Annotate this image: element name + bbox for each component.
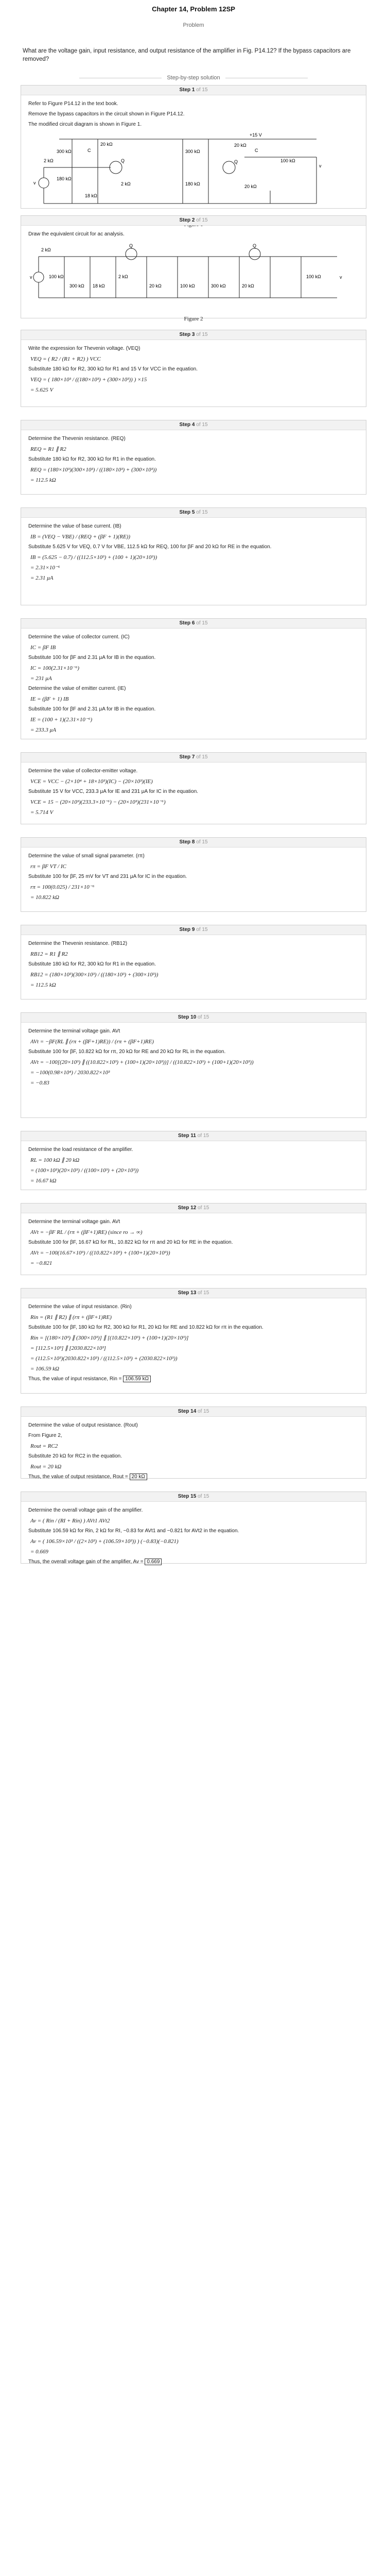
equation-result: = 112.5 kΩ [30, 477, 56, 483]
label-r2k: 2 kΩ [44, 158, 54, 163]
equation: AVt = −βF(RL ∥ (rπ + (βF+1)RE)) / (rπ + (βF+1)RE) [30, 1039, 154, 1045]
figure-1-circuit [28, 131, 358, 216]
step-8-header [21, 838, 366, 848]
label-r20k-emit: 20 kΩ [244, 184, 257, 189]
equation-result: = 231 μA [30, 675, 52, 682]
equation: Rout = RC2 [30, 1443, 58, 1449]
step-text: Determine the Thevenin resistance. (REQ) [28, 436, 126, 442]
step-13-header [21, 1289, 366, 1298]
step-text: Write the expression for Thevenin voltage. (VEQ) [28, 346, 140, 351]
label-q2: Q [253, 243, 257, 248]
step-14-header [21, 1407, 366, 1417]
label-r18k: 18 kΩ [85, 193, 97, 198]
equation: IC = 100(2.31×10⁻⁶) [30, 665, 80, 671]
equation-result: = −0.821 [30, 1260, 52, 1266]
step-6-header [21, 619, 366, 629]
step-4 [21, 420, 366, 495]
step-number: Step 15 [178, 1494, 197, 1499]
equation-result: = 2.31×10⁻⁶ [30, 565, 60, 571]
label-r20k-right: 20 kΩ [234, 143, 247, 148]
step-text: Substitute 15 V for VCC, 233.3 μA for IE and 231 μA for IC in the equation. [28, 789, 199, 794]
equation: Av = ( Rin / (RI + Rin) ) AVt1 AVt2 [30, 1518, 110, 1524]
equation: = [112.5×10³] ∥ [2030.822×10³] [30, 1345, 106, 1351]
step-text: Substitute 20 kΩ for RC2 in the equation. [28, 1453, 122, 1459]
step-text: Substitute 180 kΩ for R2, 300 kΩ for R1 and 15 V for VCC in the equation. [28, 366, 198, 372]
step-2 [21, 215, 366, 322]
step-text: Substitute 180 kΩ for R2, 300 kΩ for R1 in the equation. [28, 456, 156, 462]
step-conclusion [28, 1376, 359, 1383]
step-conclusion [28, 1558, 359, 1566]
step-3 [21, 330, 366, 407]
equation: IE = (100 + 1)(2.31×10⁻⁶) [30, 717, 93, 723]
step-text: Refer to Figure P14.12 in the text book. [28, 101, 118, 107]
step-number: Step 12 [178, 1205, 197, 1211]
step-text: Determine the value of emitter current. (IE) [28, 686, 126, 691]
step-number: Step 13 [178, 1290, 197, 1296]
label-r2k-emit: 2 kΩ [121, 181, 131, 187]
step-total: of 15 [198, 1409, 209, 1414]
step-number: Step 4 [179, 422, 195, 428]
equation: IB = (5.625 − 0.7) / ((112.5×10³) + (100 + 1)(20×10³)) [30, 554, 157, 561]
step-total: of 15 [196, 620, 208, 626]
label-r2k-b: 2 kΩ [118, 274, 128, 279]
equation: RB12 = (180×10³)(300×10³) / ((180×10³) + (300×10³)) [30, 972, 159, 978]
equation-result: = 0.669 [30, 1549, 48, 1555]
equation: Rin = (R1 ∥ R2) ∥ (rπ + (βF+1)RE) [30, 1314, 112, 1320]
equation: VEQ = ( 180×10³ / ((180×10³) + (300×10³)) ) ×15 [30, 377, 147, 383]
step-number: Step 2 [179, 217, 195, 223]
conclusion-text: Thus, the value of output resistance, [28, 1474, 112, 1480]
step-12 [21, 1203, 366, 1275]
step-text: Determine the value of collector-emitter voltage. [28, 768, 138, 774]
equation: VCE = 15 − (20×10³)(233.3×10⁻⁶) − (20×10³)(231×10⁻⁶) [30, 799, 166, 805]
step-11-header [21, 1131, 366, 1141]
step-7-header [21, 753, 366, 762]
step-9-header [21, 925, 366, 935]
page-title: Chapter 14, Problem 12SP [152, 5, 235, 13]
step-text: Substitute 100 for βF, 16.67 kΩ for RL, 10.822 kΩ for rπ and 20 kΩ for RE in the equation. [28, 1240, 233, 1245]
step-total: of 15 [196, 332, 208, 337]
step-text: Substitute 106.59 kΩ for Rin, 2 kΩ for RI, −0.83 for AVt1 and −0.821 for AVt2 in the equation. [28, 1528, 239, 1534]
step-10 [21, 1012, 366, 1118]
equation: RB12 = R1 ∥ R2 [30, 951, 68, 957]
step-number: Step 7 [179, 754, 195, 760]
label-r300k-right: 300 kΩ [185, 149, 200, 154]
equation-result: = 5.714 V [30, 809, 54, 816]
equation: rπ = 100(0.025) / 231×10⁻⁶ [30, 884, 95, 890]
equation: rπ = βF VT / IC [30, 863, 66, 870]
step-14 [21, 1406, 366, 1479]
step-text: Determine the value of output resistance. (Rout) [28, 1422, 138, 1428]
label-r300k-left: 300 kΩ [57, 149, 72, 154]
step-number: Step 1 [179, 87, 195, 93]
label-r20k-a: 20 kΩ [149, 283, 162, 289]
figure-2-circuit [28, 241, 358, 311]
final-answer: 106.59 kΩ [123, 1376, 151, 1382]
step-total: of 15 [198, 1014, 209, 1020]
label-r180k-left: 180 kΩ [57, 176, 72, 181]
step-9 [21, 925, 366, 999]
step-5 [21, 507, 366, 605]
step-text: Determine the overall voltage gain of the amplifier. [28, 1507, 143, 1513]
equation: VEQ = ( R2 / (R1 + R2) ) VCC [30, 356, 101, 362]
step-12-header [21, 1204, 366, 1213]
step-15-header [21, 1492, 366, 1502]
equation: IE = (βF + 1) IB [30, 696, 69, 702]
step-4-header [21, 420, 366, 430]
step-total: of 15 [196, 927, 208, 933]
step-text: From Figure 2, [28, 1433, 62, 1438]
final-label: Rout = [113, 1474, 128, 1480]
step-text: Determine the value of collector current. (IC) [28, 634, 130, 640]
equation: REQ = R1 ∥ R2 [30, 446, 66, 452]
step-text: Draw the equivalent circuit for ac analysis. [28, 231, 125, 237]
step-text: Substitute 5.625 V for VEQ, 0.7 V for VBE, 112.5 kΩ for REQ, 100 for βF and 20 kΩ for RE in the equation. [28, 544, 272, 550]
step-total: of 15 [197, 1133, 209, 1139]
problem-question: What are the voltage gain, input resistance, and output resistance of the amplifier in Fig. P14.12? If the bypass capacitors are removed? [23, 48, 351, 62]
step-6 [21, 618, 366, 739]
step-1 [21, 85, 366, 209]
label-q1: Q [121, 158, 125, 163]
step-text: Determine the value of small signal parameter. (rπ) [28, 853, 145, 859]
step-8 [21, 837, 366, 912]
step-15 [21, 1492, 366, 1564]
step-5-header [21, 508, 366, 518]
label-r180k-right: 180 kΩ [185, 181, 200, 187]
label-r20k-top: 20 kΩ [100, 142, 113, 147]
step-text: Substitute 180 kΩ for R2, 300 kΩ for R1 in the equation. [28, 961, 156, 967]
equation-result: = 2.31 μA [30, 575, 54, 581]
step-text: Substitute 100 for βF, 180 kΩ for R2, 300 kΩ for R1, 20 kΩ for RE and 10.822 kΩ for rπ in the equation. [28, 1325, 263, 1330]
step-number: Step 5 [179, 510, 195, 515]
step-total: of 15 [198, 1494, 209, 1499]
label-vo: v [340, 275, 342, 280]
equation-result: = 233.3 μA [30, 727, 56, 733]
label-vs: v [33, 180, 36, 185]
step-3-header [21, 330, 366, 340]
label-r2k: 2 kΩ [41, 247, 51, 252]
step-13 [21, 1288, 366, 1394]
step-text: Determine the load resistance of the amplifier. [28, 1147, 133, 1153]
final-label: Av = [133, 1559, 144, 1565]
step-text: Determine the terminal voltage gain. AVt [28, 1028, 120, 1034]
equation-result: = 5.625 V [30, 387, 54, 393]
step-text: Determine the value of base current. (IB) [28, 523, 121, 529]
step-text: Determine the Thevenin resistance. (RB12) [28, 941, 128, 946]
step-text: Remove the bypass capacitors in the circuit shown in Figure P14.12. [28, 111, 185, 117]
label-r18k: 18 kΩ [93, 283, 105, 289]
equation-result: = 112.5 kΩ [30, 982, 56, 988]
step-text: Substitute 100 for βF, 10.822 kΩ for rπ, 20 kΩ for RE and 20 kΩ for RL in the equation. [28, 1049, 226, 1055]
equation: AVt = −100(16.67×10³) / ((10.822×10³) + (100+1)(20×10³)) [30, 1250, 170, 1256]
step-7 [21, 752, 366, 824]
label-r100k-b: 100 kΩ [180, 283, 195, 289]
final-answer: 20 kΩ [130, 1473, 147, 1480]
step-10-header [21, 1013, 366, 1023]
step-text: Determine the value of input resistance. (Rin) [28, 1304, 132, 1310]
equation: Av = ( 106.59×10³ / ((2×10³) + (106.59×10³)) ) (−0.83)(−0.821) [30, 1538, 179, 1545]
step-11 [21, 1131, 366, 1190]
step-total: of 15 [198, 1205, 209, 1211]
label-r300k-b: 300 kΩ [211, 283, 226, 289]
step-number: Step 11 [178, 1133, 196, 1139]
step-total: of 15 [196, 510, 208, 515]
label-vcc: +15 V [250, 132, 262, 138]
label-vs: v [30, 275, 32, 280]
equation-result: Rout = 20 kΩ [30, 1464, 62, 1470]
step-number: Step 3 [179, 332, 195, 337]
step-text: Substitute 100 for βF, 25 mV for VT and 231 μA for IC in the equation. [28, 874, 187, 879]
step-total: of 15 [196, 754, 208, 760]
label-r100k-c: 100 kΩ [306, 274, 321, 279]
step-number: Step 9 [179, 927, 195, 933]
final-answer: 0.669 [145, 1558, 162, 1565]
equation: AVt = −βF RL / (rπ + (βF+1)RE) (since ro → ∞) [30, 1229, 143, 1235]
equation: VCE = VCC − (2×10⁴ + 18×10³)(IC) − (20×10³)(IE) [30, 778, 153, 785]
step-text: Substitute 100 for βF and 2.31 μA for IB in the equation. [28, 655, 156, 660]
label-r300k-a: 300 kΩ [69, 283, 84, 289]
equation: = (100×10³)(20×10³) / ((100×10³) + (20×10³)) [30, 1167, 139, 1174]
conclusion-text: Thus, the value of input resistance, [28, 1376, 109, 1382]
step-text: Determine the terminal voltage gain. AVt [28, 1219, 120, 1225]
step-total: of 15 [196, 217, 208, 223]
equation-result: = 106.59 kΩ [30, 1366, 60, 1372]
step-total: of 15 [196, 839, 208, 845]
equation: IB = (VEQ − VBE) / (REQ + (βF + 1)(RE)) [30, 534, 130, 540]
step-1-header [21, 86, 366, 95]
step-number: Step 14 [178, 1409, 197, 1414]
step-number: Step 8 [179, 839, 195, 845]
equation: RL = 100 kΩ ∥ 20 kΩ [30, 1157, 80, 1163]
label-vo: v [319, 163, 322, 168]
equation-result: = 16.67 kΩ [30, 1178, 57, 1184]
final-label: Rin = [109, 1376, 122, 1382]
step-number: Step 10 [178, 1014, 197, 1020]
step-total: of 15 [198, 1290, 209, 1296]
step-number: Step 6 [179, 620, 195, 626]
step-2-header [21, 216, 366, 226]
label-c2: C [255, 148, 258, 153]
problem-label: Problem [183, 22, 204, 28]
conclusion-text: Thus, the overall voltage gain of the amplifier, [28, 1559, 132, 1565]
step-text: Substitute 100 for βF and 2.31 μA for IB in the equation. [28, 706, 156, 712]
figure-2-caption: Figure 2 [184, 316, 203, 322]
label-q2: Q [234, 159, 238, 164]
equation-result: = −0.83 [30, 1080, 49, 1086]
step-total: of 15 [196, 422, 208, 428]
solution-label: Step-by-step solution [0, 75, 387, 81]
equation: Rin = [(180×10³) ∥ (300×10³)] ∥ [(10.822×10³) + (100+1)(20×10³)] [30, 1335, 189, 1341]
equation: IC = βF IB [30, 645, 56, 651]
step-conclusion [28, 1473, 359, 1481]
step-text: The modified circuit diagram is shown in Figure 1. [28, 122, 142, 127]
label-c1: C [87, 148, 91, 153]
label-r100k: 100 kΩ [280, 158, 295, 163]
label-r20k-b: 20 kΩ [242, 283, 254, 289]
label-r100k: 100 kΩ [49, 274, 64, 279]
label-q1: Q [129, 243, 133, 248]
equation-result: = −100(0.98×10⁴) / 2030.822×10³ [30, 1070, 110, 1076]
step-total: of 15 [196, 87, 208, 93]
equation: REQ = (180×10³)(300×10³) / ((180×10³) + (300×10³)) [30, 467, 157, 473]
equation: AVt = −100[(20×10³) ∥ ((10.822×10³) + (100+1)(20×10³))] / ((10.822×10³) + (100+1)(20×10³)) [30, 1059, 254, 1065]
equation: = (112.5×10³)(2030.822×10³) / ((112.5×10³) + (2030.822×10³)) [30, 1355, 178, 1362]
equation-result: = 10.822 kΩ [30, 894, 60, 901]
